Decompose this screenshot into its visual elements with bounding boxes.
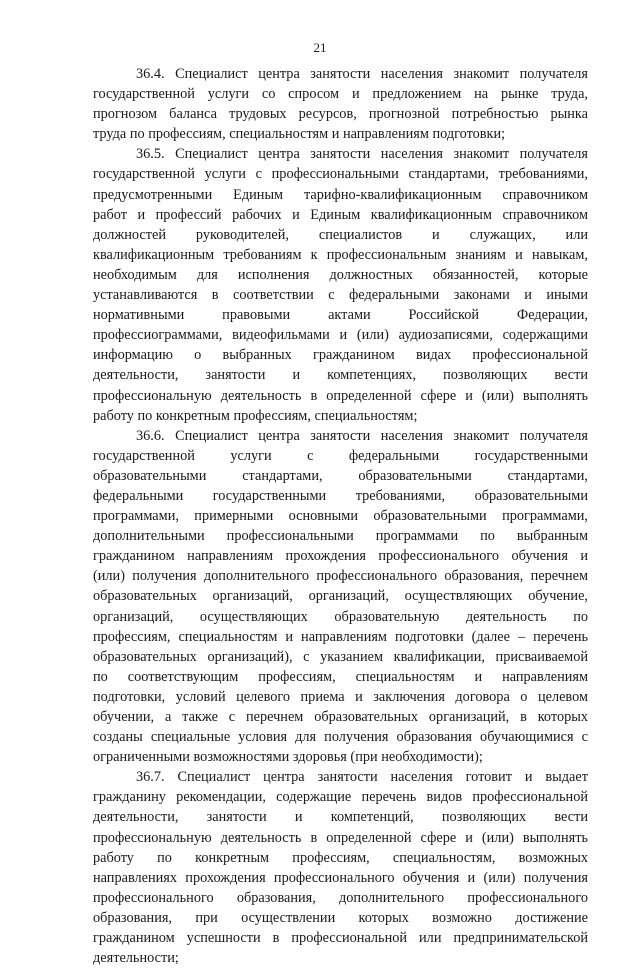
text-line: работ и профессий рабочих и Единым квалификационным справочником [93, 206, 588, 223]
text-line: ограниченными возможностями здоровья (при необходимости); [93, 749, 483, 766]
text-line: профессиям, специальностям и направлениям подготовки (далее – перечень [93, 628, 588, 645]
text-line: профессионального образования, дополнительного профессионального [93, 889, 588, 906]
text-line: 36.5. Специалист центра занятости населения знакомит получателя [136, 146, 588, 163]
text-line: образования, при осуществлении которых возможно достижение [93, 909, 588, 926]
document-body [93, 64, 588, 968]
text-line: квалификационным требованиям к профессиональным знаниям и навыкам, [93, 246, 588, 263]
text-line: деятельности, занятости и компетенций, позволяющих вести [93, 809, 588, 826]
text-line: деятельности; [93, 950, 179, 967]
text-line: государственной услуги со спросом и предложением на рынке труда, [93, 86, 588, 103]
text-line: государственной услуги с профессиональными стандартами, требованиями, [93, 166, 588, 183]
text-line: (или) получения дополнительного профессионального образования, перечнем [93, 568, 588, 585]
text-line: подготовки, условий целевого приема и заключения договора о целевом [93, 688, 588, 705]
text-line: государственной услуги с федеральными государственными [93, 447, 588, 464]
text-line: устанавливаются в соответствии с федеральными законами и иными [93, 287, 588, 304]
text-line: образовательных организаций, организаций, осуществляющих обучение, [93, 588, 588, 605]
text-line: 36.7. Специалист центра занятости населения готовит и выдает [136, 769, 588, 786]
page-number: 21 [313, 40, 327, 55]
text-line: гражданином направлениям прохождения профессионального обучения и [93, 548, 588, 565]
text-line: профессиограммами, видеофильмами и (или) аудиозаписями, содержащими [93, 327, 588, 344]
text-line: обучении, а также с перечнем образовательных организаций, в которых [93, 709, 588, 725]
text-line: профессиональную деятельность в определенной сфере и (или) выполнять [93, 829, 588, 846]
text-line: информацию о выбранных гражданином видах профессиональной [93, 347, 588, 364]
text-line: должностей руководителей, специалистов и служащих, или [93, 226, 588, 243]
text-line: необходимым для исполнения должностных обязанностей, которые [93, 266, 588, 283]
text-line: деятельности, занятости и компетенциях, позволяющих вести [93, 367, 588, 384]
text-line: предусмотренными Единым тарифно-квалификационным справочником [93, 186, 588, 203]
text-line: дополнительными профессиональными программами по выбранным [93, 528, 588, 545]
text-line: труда по профессиям, специальностям и направлениям подготовки; [93, 126, 506, 143]
paragraph-36-4 [93, 64, 588, 144]
text-line: работу по конкретным профессиям, специальностям; [93, 407, 418, 424]
paragraph-36-6 [93, 426, 588, 768]
text-line: образовательными стандартами, образовательными стандартами, [93, 467, 588, 484]
text-line: гражданином успешности в профессиональной или предпринимательской [93, 930, 588, 947]
text-line: работу по конкретным профессиям, специальностям, возможных [93, 849, 588, 866]
text-line: федеральными государственными требованиями, образовательными [93, 487, 588, 504]
paragraph-36-7 [93, 767, 588, 968]
text-line: организаций, осуществляющих образовательную деятельность по [93, 608, 588, 625]
text-line: 36.4. Специалист центра занятости населения знакомит получателя [136, 66, 588, 82]
text-line: гражданину рекомендации, содержащие перечень видов профессиональной [93, 789, 588, 806]
text-line: по соответствующим профессиям, специальностям и направлениям [93, 668, 588, 685]
text-line: профессиональную деятельность в определенной сфере и (или) выполнять [93, 387, 588, 404]
text-line: образовательных организаций), с указанием квалификации, присваиваемой [93, 648, 588, 665]
text-line: 36.6. Специалист центра занятости населения знакомит получателя [136, 427, 588, 444]
paragraph-36-5 [93, 144, 588, 425]
text-line: программами, примерными основными образовательными программами, [93, 508, 588, 525]
text-line: созданы специальные условия для получения образования обучающимися с [93, 729, 588, 746]
text-line: направлениях прохождения профессионального обучения и (или) получения [93, 869, 588, 886]
text-line: прогнозом баланса трудовых ресурсов, прогнозной потребностью рынка [93, 106, 588, 123]
text-line: нормативными правовыми актами Российской Федерации, [93, 307, 588, 324]
